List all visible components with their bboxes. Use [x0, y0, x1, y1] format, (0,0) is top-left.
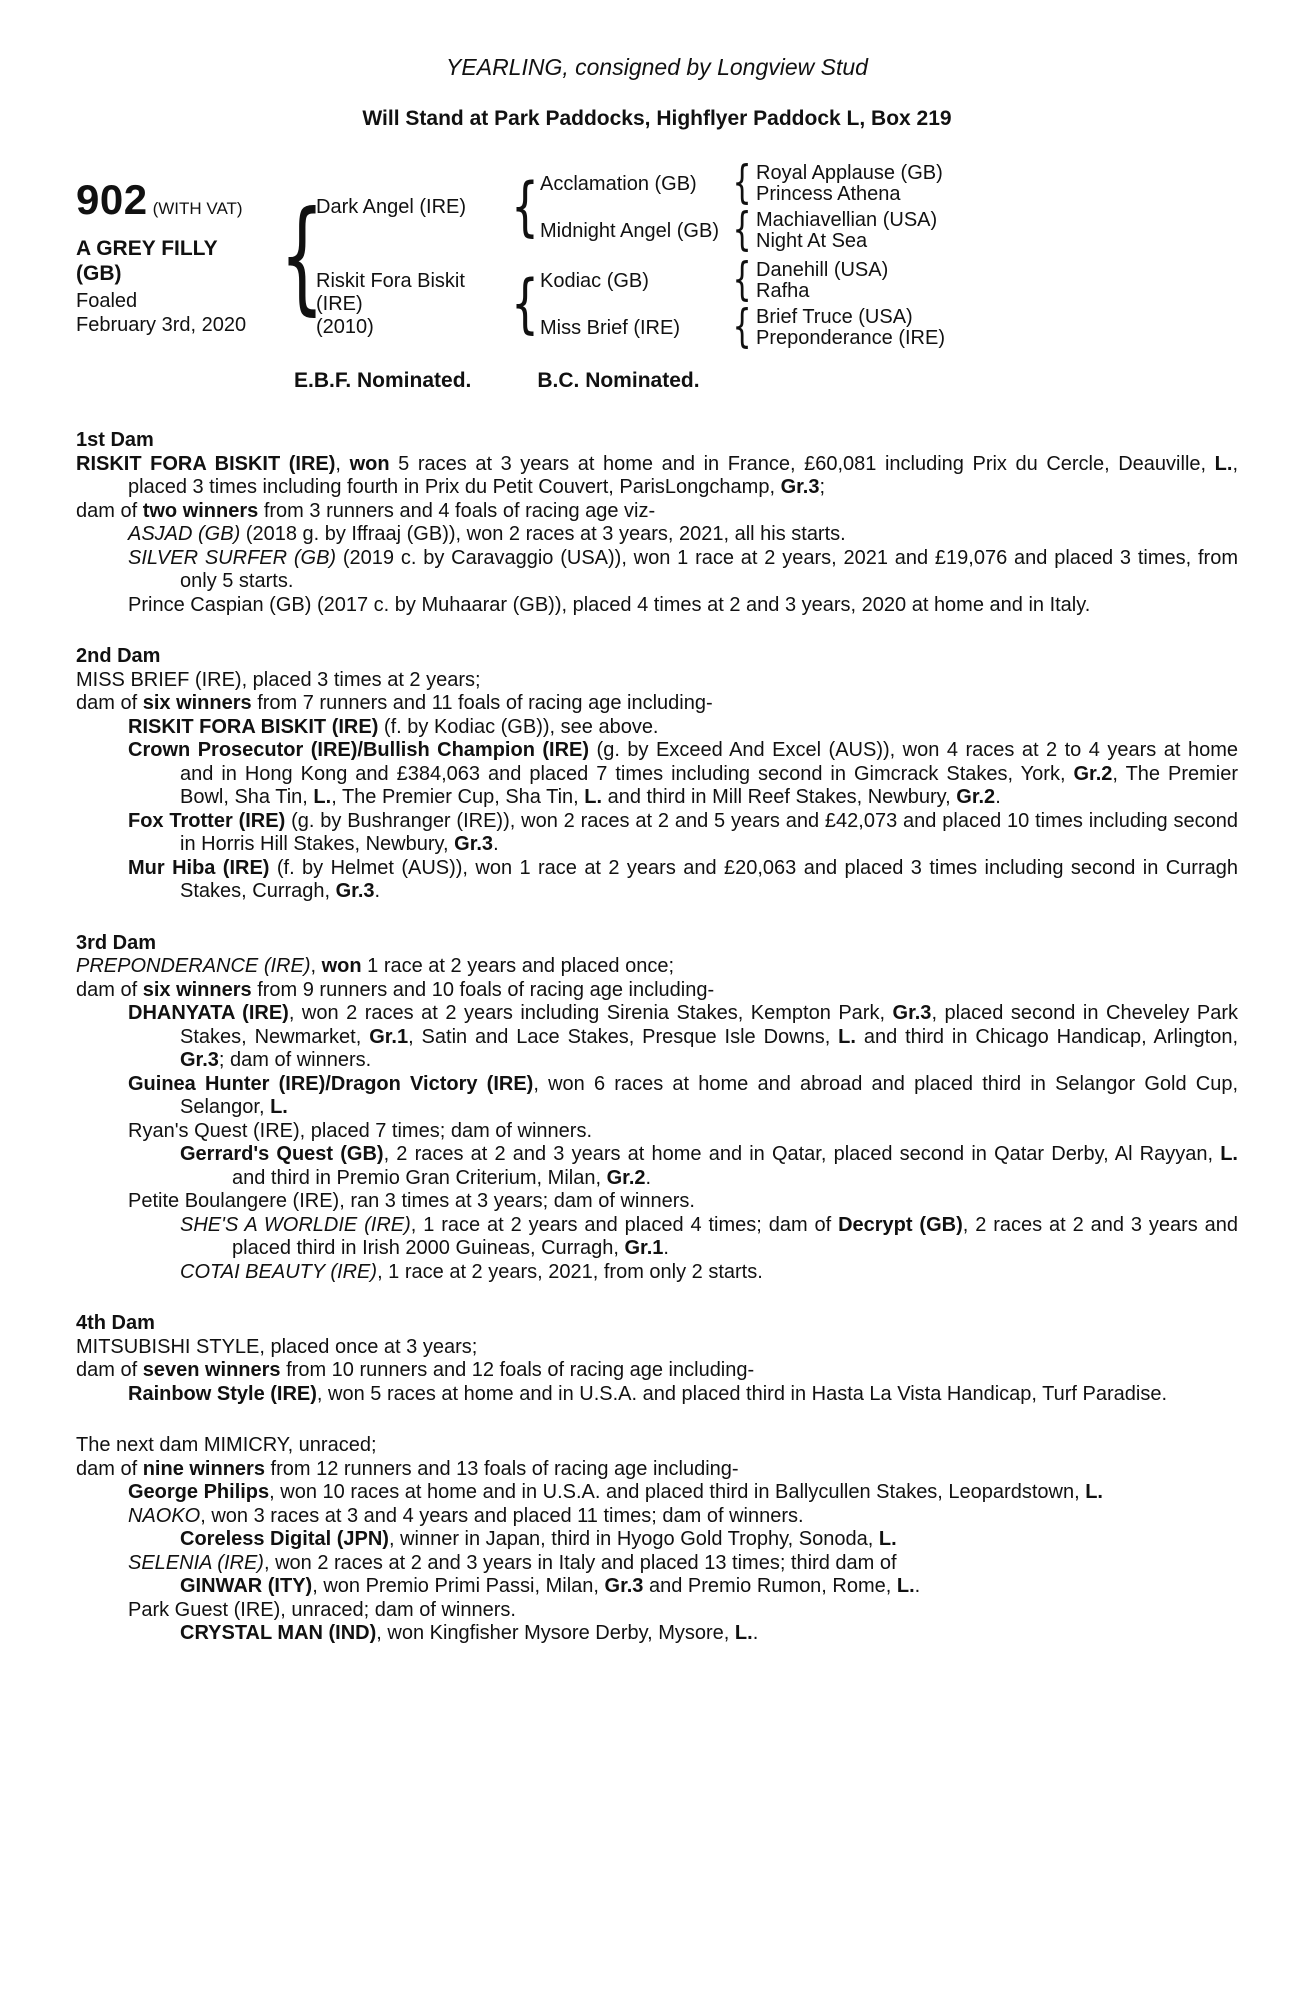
text-run: (g. by Bushranger (IRE)), won 2 races at 2 and 5 years and £42,073 and placed 10 times including second in Horris Hill Stakes, Newbury, [180, 809, 1239, 855]
dam-section [76, 932, 1238, 1285]
section-heading: 4th Dam [76, 1312, 155, 1334]
pedigree-paragraph [76, 523, 1238, 547]
grandsire-name: Danehill (USA) [756, 259, 889, 281]
text-run: nine winners [142, 1457, 265, 1480]
dam-section [76, 429, 1238, 617]
pedigree-paragraph [76, 1552, 1238, 1576]
sire-parents [540, 157, 1238, 257]
text-run: Mur Hiba (IRE) [128, 856, 270, 879]
dam-sire-brace: { [732, 254, 752, 307]
text-run: Guinea Hunter (IRE)/Dragon Victory (IRE) [128, 1072, 534, 1095]
text-run: and third in Chicago Handicap, Arlington, [855, 1025, 1238, 1048]
text-run: Gr.3 [780, 476, 820, 498]
text-run: , won 6 races at home and abroad and placed third in Selangor Gold Cup, Selangor, [180, 1072, 1239, 1118]
text-run: GINWAR (ITY) [180, 1575, 313, 1597]
text-run: L. [1220, 1143, 1238, 1165]
pedigree-paragraph [76, 1528, 1238, 1552]
sire-brace: { [511, 169, 539, 244]
pedigree-root-brace: { [279, 184, 325, 328]
text-run: Gerrard's Quest (GB) [180, 1143, 384, 1165]
lot-details [76, 176, 288, 337]
text-run: ASJAD (GB) [128, 523, 241, 545]
pedigree-paragraph [76, 1002, 1238, 1073]
text-run: six winners [142, 692, 252, 714]
text-run: L. [1214, 452, 1233, 475]
pedigree-paragraph [76, 1505, 1238, 1529]
text-run: L. [734, 1622, 753, 1644]
ebf-nominated-label: E.B.F. Nominated. [294, 369, 472, 392]
text-run: , placed 3 times including fourth in Prix du Petit Couvert, ParisLongchamp, [128, 452, 1238, 498]
text-run: and third in Mill Reef Stakes, Newbury, [602, 786, 957, 808]
text-run: , winner in Japan, third in Hyogo Gold Trophy, Sonoda, [388, 1528, 879, 1550]
text-run: Gr.2 [956, 786, 996, 808]
text-run: , won 10 races at home and in U.S.A. and placed third in Ballycullen Stakes, Leopardstown, [269, 1481, 1086, 1503]
text-run: MISS BRIEF (IRE), placed 3 times at 2 years; [76, 668, 481, 691]
text-run: George Philips [128, 1481, 270, 1503]
pedigree-paragraph [76, 955, 1238, 979]
dam-section [76, 645, 1238, 904]
text-run: from 10 runners and 12 foals of racing age including- [280, 1359, 755, 1381]
pedigree-paragraph [76, 1143, 1238, 1190]
dam-section [76, 1434, 1238, 1646]
text-run: (f. by Helmet (AUS)), won 1 race at 2 years and £20,063 and placed 3 times including second in Curragh Stakes, Curragh, [180, 856, 1238, 902]
sire-sire-grandparents [756, 163, 943, 205]
text-run: (f. by Kodiac (GB)), see above. [378, 715, 659, 738]
text-run: Gr.1 [624, 1237, 664, 1259]
grandsire-name: Brief Truce (USA) [756, 306, 913, 328]
text-run: Gr.2 [1073, 762, 1113, 785]
bc-nominated-label: B.C. Nominated. [537, 369, 700, 392]
text-run: Rainbow Style (IRE) [128, 1382, 317, 1405]
dam-dam-brace: { [732, 301, 752, 354]
text-run: L. [878, 1528, 897, 1550]
granddam-name: Night At Sea [756, 230, 868, 252]
pedigree-tree [316, 157, 1238, 354]
dam-sire-grandparents [756, 260, 888, 302]
text-run: L. [270, 1096, 288, 1118]
lot-number-row [76, 176, 288, 224]
pedigree-paragraph [76, 1359, 1238, 1383]
text-run: Ryan's Quest (IRE), placed 7 times; dam of winners. [128, 1119, 592, 1142]
grandsire-name: Machiavellian (USA) [756, 209, 938, 231]
granddam-name: Preponderance (IRE) [756, 327, 945, 349]
text-run: Park Guest (IRE), unraced; dam of winners. [128, 1598, 516, 1621]
pedigree-paragraph [76, 1434, 1238, 1458]
pedigree-paragraph [76, 1336, 1238, 1360]
text-run: L. [313, 786, 332, 808]
text-run: , 1 race at 2 years, 2021, from only 2 starts. [377, 1260, 763, 1283]
dam-dam-grandparents [756, 307, 945, 349]
sire-name: Dark Angel (IRE) [316, 196, 467, 218]
stand-location-line: Will Stand at Park Paddocks, Highflyer Paddock L, Box 219 [362, 107, 952, 130]
dam-section [76, 1312, 1238, 1406]
text-run: , The Premier Bowl, Sha Tin, [180, 762, 1238, 808]
text-run: RISKIT FORA BISKIT (IRE) [128, 715, 379, 738]
text-run: from 3 runners and 4 foals of racing age viz- [258, 499, 656, 522]
text-run: ; [819, 476, 826, 498]
dam-brace: { [511, 266, 539, 341]
horse-description-line2: (GB) [76, 261, 122, 285]
text-run: (2018 g. by Iffraaj (GB)), won 2 races at 3 years, 2021, all his starts. [240, 523, 846, 545]
text-run: two winners [142, 499, 259, 522]
text-run: , won 3 races at 3 and 4 years and placed 11 times; dam of winners. [200, 1504, 804, 1527]
text-run: . [645, 1166, 652, 1189]
section-heading: 2nd Dam [76, 645, 161, 667]
text-run: Gr.1 [369, 1025, 409, 1048]
text-run: Gr.3 [335, 880, 375, 902]
consignment-title: YEARLING, consigned by Longview Stud [446, 54, 868, 80]
text-run: NAOKO [128, 1504, 201, 1527]
text-run: , 2 races at 2 and 3 years at home and in Qatar, placed second in Qatar Derby, Al Rayyan, [383, 1143, 1221, 1165]
text-run: L. [584, 786, 603, 808]
text-run: 1 race at 2 years and placed once; [361, 955, 675, 977]
grandsire-name: Royal Applause (GB) [756, 162, 943, 184]
dam-name-line1: Riskit Fora Biskit (IRE) [316, 270, 465, 315]
text-run: dam of [76, 978, 143, 1001]
sire-sire-brace: { [732, 157, 752, 210]
text-run: . [995, 786, 1001, 808]
text-run: Prince Caspian (GB) (2017 c. by Muhaarar (GB)), placed 4 times at 2 and 3 years, 2020 at home and in Italy. [128, 593, 1091, 616]
pedigree-paragraph [76, 500, 1238, 524]
sire-sire-row [540, 157, 1238, 210]
pedigree-paragraph [76, 594, 1238, 618]
sire-dam-brace: { [732, 204, 752, 257]
sire-dam-row [540, 204, 1238, 257]
pedigree-paragraph [76, 979, 1238, 1003]
pedigree-sections [76, 429, 1238, 1646]
pedigree-paragraph [76, 692, 1238, 716]
granddam-name: Rafha [756, 280, 810, 302]
text-run: 5 races at 3 years at home and in France, £60,081 including Prix du Cercle, Deauville, [389, 452, 1215, 475]
text-run: won [321, 955, 362, 977]
pedigree-paragraph [76, 1383, 1238, 1407]
text-run: Gr.3 [180, 1049, 219, 1071]
dam-family [316, 254, 1238, 354]
text-run: Gr.3 [454, 833, 494, 855]
sire-sire-name: Acclamation (GB) [540, 172, 697, 195]
text-run: MITSUBISHI STYLE, placed once at 3 years; [76, 1335, 478, 1358]
text-run: . [374, 880, 381, 902]
text-run: ; dam of winners. [218, 1049, 372, 1071]
pedigree-paragraph [76, 1120, 1238, 1144]
text-run: won [349, 452, 390, 475]
text-run: SHE'S A WORLDIE (IRE) [180, 1213, 411, 1236]
dam-name [316, 270, 512, 339]
text-run: Gr.2 [606, 1166, 646, 1189]
text-run: L. [896, 1575, 915, 1597]
text-run: Crown Prosecutor (IRE)/Bullish Champion (IRE) [128, 739, 590, 761]
text-run: , 1 race at 2 years and placed 4 times; dam of [410, 1213, 839, 1236]
pedigree-paragraph [76, 1190, 1238, 1214]
text-run: , [335, 452, 350, 475]
pedigree-paragraph [76, 1575, 1238, 1599]
section-heading: 1st Dam [76, 429, 154, 451]
pedigree-paragraph [76, 739, 1238, 810]
text-run: dam of [76, 1359, 143, 1381]
text-run: . [914, 1575, 921, 1597]
pedigree-paragraph [76, 547, 1238, 594]
pedigree-paragraph [76, 453, 1238, 500]
sire-family [316, 157, 1238, 257]
text-run: The next dam MIMICRY, unraced; [76, 1434, 377, 1456]
text-run: , won 2 races at 2 years including Sirenia Stakes, Kempton Park, [288, 1002, 893, 1024]
text-run: and Premio Rumon, Rome, [643, 1575, 897, 1597]
dam-dam-name: Miss Brief (IRE) [540, 316, 680, 339]
text-run: dam of [76, 692, 143, 714]
pedigree-paragraph [76, 1622, 1238, 1646]
text-run: , 2 races at 2 and 3 years and placed third in Irish 2000 Guineas, Curragh, [232, 1213, 1239, 1259]
text-run: L. [1085, 1481, 1103, 1503]
pedigree-table [76, 157, 1238, 354]
dam-sire-row [540, 254, 1238, 307]
dam-sire-name: Kodiac (GB) [540, 269, 649, 292]
horse-description [76, 236, 288, 286]
text-run: CRYSTAL MAN (IND) [180, 1622, 377, 1644]
text-run: (g. by Exceed And Excel (AUS)), won 4 races at 2 to 4 years at home and in Hong Kong and £384,063 and placed 7 times including second in Gimcrack Stakes, York, [180, 739, 1238, 785]
pedigree-paragraph [76, 857, 1238, 904]
lot-number: 902 [76, 175, 148, 223]
text-run: , won Kingfisher Mysore Derby, Mysore, [376, 1622, 735, 1644]
pedigree-paragraph [76, 1261, 1238, 1285]
pedigree-paragraph [76, 1481, 1238, 1505]
text-run: from 12 runners and 13 foals of racing age including- [264, 1457, 739, 1480]
text-run: Decrypt (GB) [838, 1213, 963, 1236]
text-run: SELENIA (IRE) [128, 1551, 264, 1574]
text-run: , won Premio Primi Passi, Milan, [312, 1575, 605, 1597]
text-run: six winners [142, 978, 252, 1001]
pedigree-paragraph [76, 1599, 1238, 1623]
text-run: Gr.3 [892, 1002, 932, 1024]
text-run: SILVER SURFER (GB) [128, 546, 337, 569]
text-run: L. [838, 1025, 856, 1048]
text-run: , placed second in Cheveley Park Stakes, Newmarket, [180, 1002, 1239, 1048]
vat-note: (WITH VAT) [152, 198, 243, 218]
text-run: seven winners [142, 1359, 281, 1381]
text-run: Fox Trotter (IRE) [128, 809, 286, 832]
section-heading: 3rd Dam [76, 931, 157, 954]
text-run: (2019 c. by Caravaggio (USA)), won 1 race at 2 years, 2021 and £19,076 and placed 3 times, from only 5 starts. [180, 546, 1238, 592]
foaled-label: Foaled [76, 289, 138, 312]
text-run: dam of [76, 499, 143, 522]
text-run: Coreless Digital (JPN) [180, 1528, 389, 1550]
pedigree-paragraph [76, 1073, 1238, 1120]
pedigree-paragraph [76, 1214, 1238, 1261]
text-run: . [752, 1622, 759, 1644]
text-run: RISKIT FORA BISKIT (IRE) [76, 452, 336, 475]
granddam-name: Princess Athena [756, 183, 901, 205]
text-run: Gr.3 [604, 1575, 644, 1597]
pedigree-paragraph [76, 716, 1238, 740]
horse-description-line1: A GREY FILLY [76, 236, 218, 260]
text-run: COTAI BEAUTY (IRE) [180, 1260, 378, 1283]
text-run: , won 2 races at 2 and 3 years in Italy and placed 13 times; third dam of [263, 1551, 897, 1574]
sire-dam-name: Midnight Angel (GB) [540, 219, 719, 242]
text-run: , won 5 races at home and in U.S.A. and placed third in Hasta La Vista Handicap, Turf Paradise. [316, 1382, 1168, 1405]
text-run: DHANYATA (IRE) [128, 1002, 289, 1024]
dam-dam-row [540, 301, 1238, 354]
text-run: and third in Premio Gran Criterium, Milan, [232, 1166, 607, 1189]
text-run: . [493, 833, 499, 855]
foaled-date: February 3rd, 2020 [76, 313, 247, 336]
text-run: . [663, 1237, 669, 1259]
pedigree-paragraph [76, 810, 1238, 857]
text-run: , The Premier Cup, Sha Tin, [331, 786, 585, 808]
sire-dam-grandparents [756, 210, 937, 252]
text-run: from 9 runners and 10 foals of racing age including- [251, 978, 715, 1001]
pedigree-paragraph [76, 669, 1238, 693]
text-run: , Satin and Lace Stakes, Presque Isle Downs, [408, 1025, 839, 1048]
text-run: , [310, 955, 322, 977]
nominations [76, 369, 1238, 393]
text-run: dam of [76, 1457, 143, 1480]
text-run: PREPONDERANCE (IRE) [76, 955, 311, 977]
dam-parents [540, 254, 1238, 354]
dam-name-year: (2010) [316, 316, 374, 338]
pedigree-paragraph [76, 1458, 1238, 1482]
text-run: Petite Boulangere (IRE), ran 3 times at 3 years; dam of winners. [128, 1190, 695, 1212]
text-run: from 7 runners and 11 foals of racing age including- [251, 692, 713, 714]
